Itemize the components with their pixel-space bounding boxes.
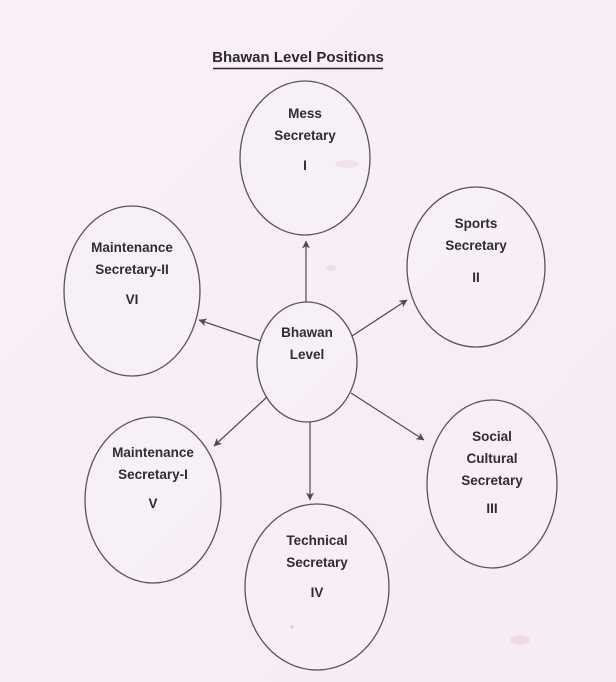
node-maintenance-secretary-1 xyxy=(85,417,221,583)
arrow-center-to-maintenance-secretary-1 xyxy=(214,397,267,446)
maintenance-secretary-1-label-line-2: Secretary-I xyxy=(118,467,188,482)
bhawan-level-label-line-2: Level xyxy=(289,347,325,362)
sports-secretary-numeral: II xyxy=(472,270,480,285)
maintenance-secretary-2-label-line-1: Maintenance xyxy=(91,240,173,255)
sports-secretary-label-line-1: Sports xyxy=(454,216,498,231)
diagram-title xyxy=(212,49,384,69)
node-maintenance-secretary-2 xyxy=(64,206,200,376)
arrow-center-to-sports-secretary xyxy=(352,300,407,336)
mess-secretary-label-line-2: Secretary xyxy=(274,128,336,143)
node-social-cultural-secretary xyxy=(427,400,557,568)
social-cultural-secretary-numeral: III xyxy=(486,501,498,516)
technical-secretary-numeral: IV xyxy=(310,585,324,600)
technical-secretary-label-line-1: Technical xyxy=(286,533,348,548)
maintenance-secretary-2-ellipse xyxy=(64,206,200,376)
sports-secretary-ellipse xyxy=(407,187,545,347)
bhawan-level-ellipse xyxy=(257,302,357,422)
maintenance-secretary-1-label-line-1: Maintenance xyxy=(112,445,194,460)
maintenance-secretary-2-label-line-2: Secretary-II xyxy=(95,262,169,277)
node-technical-secretary xyxy=(245,504,389,670)
social-cultural-secretary-label-line-1: Social xyxy=(472,429,512,444)
sports-secretary-label-line-2: Secretary xyxy=(445,238,507,253)
node-mess-secretary xyxy=(240,81,370,235)
mess-secretary-numeral: I xyxy=(303,158,307,173)
social-cultural-secretary-label-line-2: Cultural xyxy=(466,451,518,466)
page-title: Bhawan Level Positions xyxy=(212,49,384,66)
maintenance-secretary-1-numeral: V xyxy=(148,496,158,511)
arrow-center-to-maintenance-secretary-2 xyxy=(199,320,261,341)
node-sports-secretary xyxy=(407,187,545,347)
mess-secretary-label-line-1: Mess xyxy=(288,106,322,121)
maintenance-secretary-2-numeral: VI xyxy=(125,292,139,307)
technical-secretary-label-line-2: Secretary xyxy=(286,555,348,570)
bhawan-level-label-line-1: Bhawan xyxy=(281,325,333,340)
arrow-center-to-social-cultural-secretary xyxy=(351,393,424,440)
node-bhawan-level xyxy=(257,302,357,422)
social-cultural-secretary-label-line-3: Secretary xyxy=(461,473,523,488)
